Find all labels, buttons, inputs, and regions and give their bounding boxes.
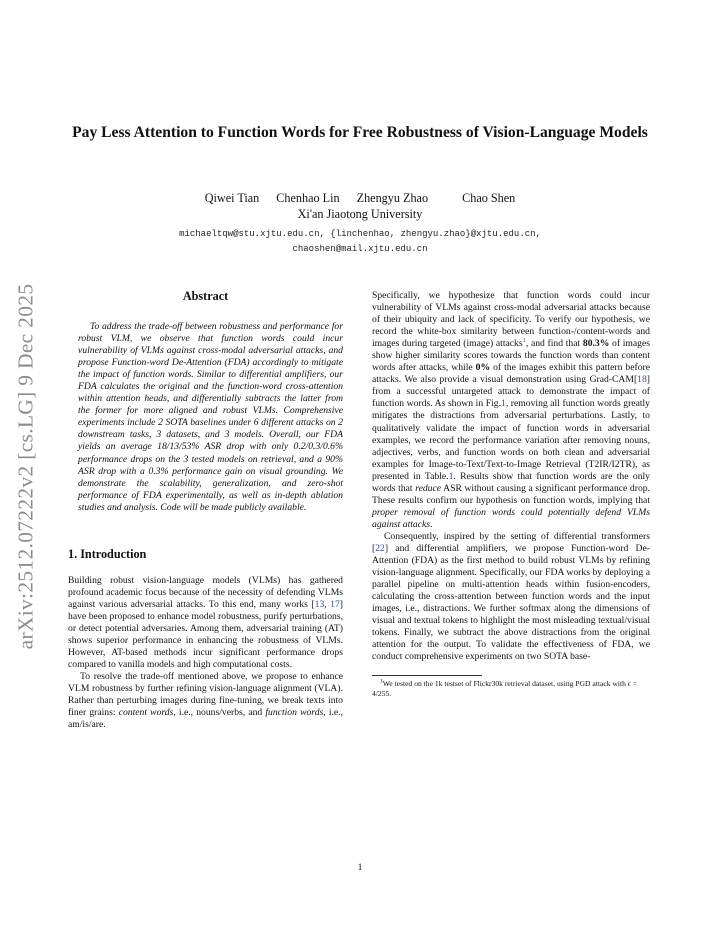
intro-paragraph: Consequently, inspired by the setting of differential transformers [22] and differential amplifiers, we propose Function-word De-Attention (FDA) as the first method to build robust VLMs by refining vision-language alignment. Specifically, our FDA works by deploying a parallel pipeline on multi-attention heads within fusion-encoders, calculating the cross-attention between function words and the input images, i.e., distractions. We further softmax along the dimensions of visual and textual tokens to highlight the most misleading textual/visual tokens. Finally, we subtract the above distractions from the original attention for the output. To validate the effectiveness of FDA, we conduct comprehensive experiments on two SOTA base-: [372, 530, 650, 663]
page-number: 1: [357, 862, 363, 873]
figure-reference-link[interactable]: 1: [501, 398, 506, 410]
citation-link[interactable]: 17: [330, 598, 340, 610]
footnote-marker[interactable]: 1: [522, 336, 526, 344]
footnote-divider: [372, 675, 482, 676]
paper-title: Pay Less Attention to Function Words for Free Robustness of Vision-Language Models: [72, 124, 648, 141]
email-line: michaeltqw@stu.xjtu.edu.cn, {linchenhao, zhengyu.zhao}@xjtu.edu.cn,: [179, 229, 541, 239]
intro-paragraph: To resolve the trade-off mentioned above, we propose to enhance VLM robustness by further refining vision-language alignment (VLA). Rather than perturbing images during fine-tuning, we break texts into finer grains: content words, i.e., nouns/verbs, and function words, i.e., am/is/are.: [68, 671, 343, 731]
table-reference-link[interactable]: 1: [448, 470, 454, 482]
left-column: [68, 288, 343, 731]
citation-link[interactable]: 22: [375, 542, 385, 554]
intro-paragraph: Specifically, we hypothesize that function words could incur vulnerability of VLMs against cross-modal adversarial attacks because of their ubiquity and lack of specificity. To verify our hypothesis, we record the white-box similarity between function-/content-words and images during targeted (image) attacks$^1$, and find that 80.3% of images show higher similarity scores towards the function words than content words after attacks, while 0% of the images exhibit this pattern before attacks. We also provide a visual demonstration using Grad-CAM[18] from a successful untargeted attack to demonstrate the impact of function words. As shown in Fig.1, removing all function words greatly mitigates the distractions from adversarial perturbations. Lastly, to qualitatively validate the impact of function words in adversarial examples, we record the performance variation after removing nouns, adjectives, verbs, and function words on both clean and adversarial examples for Image-to-Text/Text-to-Image Retrieval (T2IR/I2TR), as presented in Table.1. Results show that function words are the only words that reduce ASR without causing a significant performance drop. These results confirm our hypothesis on function words, implying that proper removal of function words could potentially defend VLMs against attacks.: [372, 290, 650, 530]
citation-link[interactable]: 13: [314, 598, 325, 610]
citation-link[interactable]: 18: [637, 374, 647, 386]
abstract-text: To address the trade-off between robustness and performance for robust VLM, we observe that function words could incur vulnerability of VLMs against cross-modal adversarial attacks, and propose Function-word De-Attention (FDA) accordingly to mitigate the impact of function words. Similar to differential amplifiers, our FDA calculates the original and the function-word cross-attention within attention heads, and differentially subtracts the latter from the former for more aligned and robust VLMs. Comprehensive experiments include 2 SOTA baselines under 6 different attacks on 2 downstream tasks, 3 datasets, and 3 models. Overall, our FDA yields an average 18/13/53% ASR drop with only 0.2/0.3/0.6% performance drops on the 3 tested models on retrieval, and a 90% ASR drop with a 0.3% performance gain on visual grounding. We demonstrate the scalability, generalization, and zero-shot performance of FDA experimentally, as well as in-depth ablation studies and analysis. Code will be made publicly available.: [78, 321, 343, 513]
footnote: $^1$We tested on the 1k testset of Flickr30k retrieval dataset, using PGD attack with ϵ = 4/255.: [372, 678, 638, 699]
affiliation: Xi'an Jiaotong University: [297, 207, 423, 221]
author-list: [70, 190, 650, 206]
author-emails: [80, 227, 640, 257]
author-name: Zhengyu Zhao: [356, 191, 429, 205]
email-line: chaoshen@mail.xjtu.edu.cn: [292, 244, 428, 254]
author-name: Qiwei Tian: [204, 191, 260, 205]
arxiv-id-text: arXiv:2512.07222v2 [cs.LG] 9 Dec 2025: [13, 283, 38, 649]
author-name: Chenhao Lin: [276, 191, 340, 205]
author-name: Chao Shen: [462, 191, 516, 205]
abstract-heading: Abstract: [182, 289, 229, 303]
arxiv-identifier-stamp: [6, 262, 46, 670]
section-heading: 1. Introduction: [68, 546, 147, 561]
intro-paragraph: Building robust vision-language models (VLMs) has gathered profound academic focus because of the necessity of defending VLMs against various adversarial attacks. To this end, many works [13, 17] have been proposed to enhance model robustness, purify perturbations, or detect potential adversaries. Among them, adversarial training (AT) shows superior performance in enhancing the robustness of VLMs. However, AT-based methods incur significant performance drops compared to vanilla models and high computational costs.: [68, 574, 343, 671]
right-column: [372, 290, 650, 707]
